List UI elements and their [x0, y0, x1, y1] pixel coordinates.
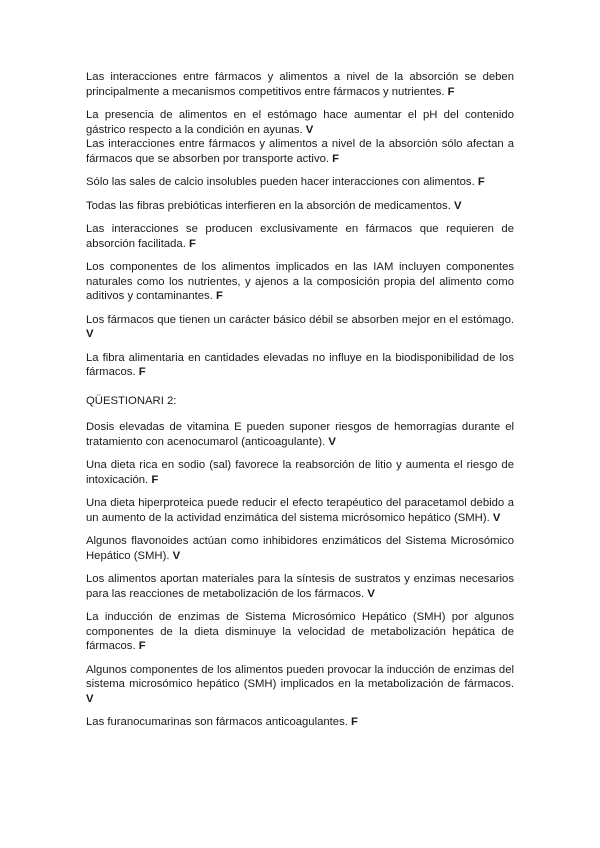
- question-item: [86, 70, 514, 99]
- answer-mark: V: [367, 587, 375, 600]
- question-text: Una dieta hiperproteica puede reducir el efecto terapéutico del paracetamol debido a un aumento de la actividad enzimática del sistema micrósomico hepático (SMH).: [86, 497, 514, 524]
- question-text: La fibra alimentaria en cantidades elevadas no influye en la biodisponibilidad de los fármacos.: [86, 351, 514, 378]
- answer-mark: F: [215, 290, 223, 302]
- question-text: Las furanocumarinas son fármacos anticoagulantes.: [86, 716, 348, 728]
- answer-mark: V: [492, 511, 501, 524]
- question-text: Los fármacos que tienen un carácter básico débil se absorben mejor en el estómago.: [86, 313, 514, 326]
- answer-mark: F: [138, 366, 146, 378]
- answer-mark: V: [305, 123, 314, 136]
- question-item: [86, 458, 514, 487]
- question-item: [86, 137, 514, 166]
- question-text: Todas las fibras prebióticas interfieren en la absorción de medicamentos.: [86, 199, 451, 212]
- question-item: [86, 175, 514, 190]
- question-item: [86, 108, 514, 137]
- answer-mark: F: [447, 85, 455, 98]
- question-text: Las interacciones entre fármacos y alimentos a nivel de la absorción se deben principalmente a mecanismos competitivos entre fármacos y nutrientes.: [86, 71, 514, 98]
- question-text: Algunos componentes de los alimentos pueden provocar la inducción de enzimas del sistema microsómico hepático (SMH) implicados en la metabolización de fármacos.: [86, 663, 514, 690]
- question-text: Sólo las sales de calcio insolubles pueden hacer interacciones con alimentos.: [86, 176, 475, 188]
- answer-mark: V: [172, 549, 181, 562]
- answer-mark: F: [138, 640, 146, 652]
- question-text: La presencia de alimentos en el estómago hace aumentar el pH del contenido gástrico respecto a la condición en ayunas.: [86, 109, 514, 136]
- question-item: [86, 610, 514, 654]
- answer-mark: F: [151, 473, 159, 486]
- answer-mark: F: [189, 237, 196, 250]
- answer-mark: V: [86, 692, 94, 705]
- answer-mark: F: [477, 176, 485, 188]
- answer-mark: F: [351, 716, 358, 728]
- question-text: Los componentes de los alimentos implicados en las IAM incluyen componentes naturales como los nutrientes, y ajenos a la composición propia del alimento como aditivos y contaminantes.: [86, 261, 514, 302]
- question-item: [86, 260, 514, 304]
- question-item: [86, 663, 514, 707]
- question-text: La inducción de enzimas de Sistema Microsómico Hepático (SMH) por algunos componentes de la dieta disminuye la velocidad de metabolización hepática de fármacos.: [86, 611, 514, 652]
- question-item: [86, 313, 514, 342]
- answer-mark: F: [332, 152, 340, 165]
- question-item: [86, 715, 514, 730]
- question-item: [86, 496, 514, 525]
- document-page: [86, 70, 514, 739]
- question-text: Algunos flavonoides actúan como inhibidores enzimáticos del Sistema Microsómico Hepático (SMH).: [86, 535, 514, 562]
- question-item: [86, 199, 514, 214]
- question-text: Las interacciones se producen exclusivamente en fármacos que requieren de absorción facilitada.: [86, 223, 514, 250]
- question-text: Las interacciones entre fármacos y alimentos a nivel de la absorción sólo afectan a fármacos que se absorben por transporte activo.: [86, 138, 514, 165]
- answer-mark: V: [453, 199, 462, 212]
- question-item: [86, 572, 514, 601]
- question-item: [86, 534, 514, 563]
- question-text: Una dieta rica en sodio (sal) favorece la reabsorción de litio y aumenta el riesgo de intoxicación.: [86, 459, 514, 486]
- question-item: [86, 351, 514, 380]
- section-heading: QÜESTIONARI 2:: [86, 394, 177, 407]
- question-text: Dosis elevadas de vitamina E pueden suponer riesgos de hemorragias durante el tratamiento con acenocumarol (anticoagulante).: [86, 421, 514, 448]
- question-item: [86, 420, 514, 449]
- question-text: Los alimentos aportan materiales para la síntesis de sustratos y enzimas necesarios para las reacciones de metabolización de los fármacos.: [86, 573, 514, 600]
- question-item: [86, 222, 514, 251]
- answer-mark: V: [86, 328, 94, 340]
- answer-mark: V: [328, 435, 336, 448]
